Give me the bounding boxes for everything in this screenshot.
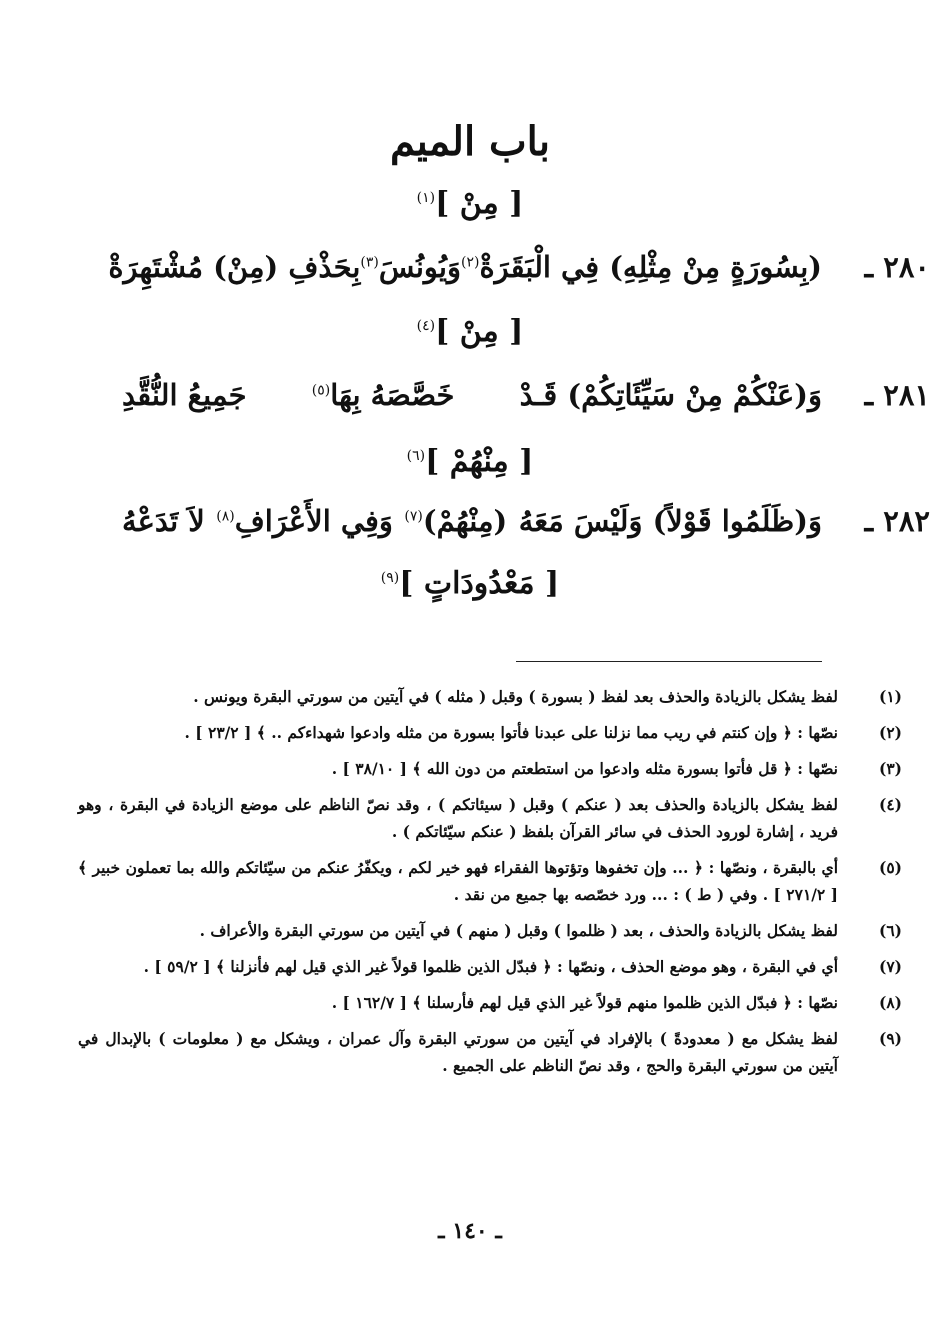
footnote-7 — [78, 953, 902, 980]
heading-text: [ مِنْ ] — [435, 186, 524, 221]
verse-part — [122, 378, 247, 412]
footnote-number: (٣) — [878, 759, 902, 778]
heading-note: (٦) — [406, 448, 426, 464]
footnote-2 — [78, 719, 902, 746]
verse-280 — [108, 250, 930, 304]
heading-text: [ مِنْهُمْ ] — [425, 444, 534, 479]
footnote-5 — [78, 854, 902, 908]
verse-number: ٢٨١ ـ — [864, 378, 930, 412]
footnote-text: نصّها : ﴿ وإن كنتم في ريب مما نزلنا على عبدنا فأتوا بسورة من مثله وادعوا شهداءكم .. ﴾ [ ٢٣/٢ ] . — [184, 723, 838, 742]
footnote-number: (٤) — [878, 795, 902, 814]
footnote-1 — [78, 683, 902, 710]
footnote-text: لفظ يشكل بالزيادة والحذف ، بعد ( ظلموا ) وقبل ( منهم ) في آيتين من سورتي البقرة والأعراف . — [199, 921, 838, 940]
footnote-text: أي في البقرة ، وهو موضع الحذف ، ونصّها : ﴿ فبدّل الذين ظلموا قولاً غير الذي قيل لهم فأنزلنا ﴾ [ ٥٩/٢ ] . — [143, 957, 838, 976]
verse-part-text: جَمِيعُ النُّقَّدِ — [122, 378, 247, 412]
footnote-text: لفظ يشكل بالزيادة والحذف بعد ( عنكم ) وقبل ( سيئاتكم ) ، وقد نصّ الناظم على موضع الزيادة في البقرة ، وهو فريد ، إشارة لورود الحذف في سائر القرآن بلفظ ( عنكم سيّئاتكم ) . — [78, 795, 838, 841]
verse-part — [108, 250, 360, 284]
verse-part — [312, 378, 455, 412]
verse-281 — [122, 378, 930, 432]
verse-part-note: (٥) — [311, 382, 331, 399]
footnote-9 — [78, 1025, 902, 1079]
verse-part-text: (مِنْهُمْ) — [422, 504, 508, 538]
page-number: ـ ١٤٠ ـ — [438, 1218, 502, 1244]
footnote-text: نصّها : ﴿ قل فأتوا بسورة مثله وادعوا من استطعتم من دون الله ﴾ [ ٣٨/١٠ ] . — [331, 759, 838, 778]
verse-part — [461, 250, 822, 284]
verse-part — [404, 504, 507, 538]
footnote-6 — [78, 917, 902, 944]
heading-min-1 — [0, 186, 940, 221]
footnote-number: (٧) — [878, 957, 902, 976]
footnote-8 — [78, 989, 902, 1016]
footnote-text: أي بالبقرة ، ونصّها : ﴿ ... وإن تخفوها وتؤتوها الفقراء فهو خير لكم ، ويكفّرُ عنكم من سيّئاتكم والله بما تعملون خبير ﴾ [ ٢٧١/٢ ] . وفي ( ط ) : ... ورد خصّصه بها جميع من نقد . — [78, 858, 838, 904]
verse-part-text: (بِسُورَةٍ مِنْ مِثْلِهِ) فِي الْبَقَرَةْ — [479, 250, 822, 284]
footnote-4 — [78, 791, 902, 845]
verse-part-text: وَ(عَنْكُمْ مِنْ سَيِّئَاتِكُمْ) قَـدْ — [519, 378, 822, 412]
heading-text: [ مِنْ ] — [435, 314, 524, 349]
verse-part-note: (٣) — [360, 254, 379, 271]
verse-part — [360, 250, 461, 284]
footnote-number: (٥) — [878, 858, 902, 877]
footnote-number: (٩) — [878, 1029, 902, 1048]
heading-note: (١) — [416, 190, 436, 206]
verse-282 — [122, 504, 930, 558]
footnote-list — [78, 683, 902, 1088]
footnote-text: نصّها : ﴿ فبدّل الذين ظلموا منهم قولاً غير الذي قيل لهم فأرسلنا ﴾ [ ١٦٢/٧ ] . — [331, 993, 838, 1012]
verse-part-text: وَ(ظَلَمُوا قَوْلاً) وَلَيْسَ مَعَهُ — [518, 504, 822, 538]
verse-part-text: وَيُونُسَ — [378, 250, 461, 284]
heading-min-2 — [0, 314, 940, 349]
verse-part — [519, 504, 822, 538]
chapter-title: باب الميم — [389, 118, 551, 165]
verse-part-text: خَصَّصَهُ بِهَا — [330, 378, 455, 412]
heading-note: (٤) — [416, 318, 436, 334]
heading-note: (٩) — [380, 570, 400, 586]
verse-number: ٢٨٢ ـ — [864, 504, 930, 538]
verse-part-note: (٧) — [404, 508, 423, 525]
verse-number: ٢٨٠ ـ — [864, 250, 930, 284]
footnote-text: لفظ يشكل بالزيادة والحذف بعد لفظ ( بسورة ) وقبل ( مثله ) في آيتين من سورتي البقرة ويونس . — [193, 687, 838, 706]
heading-madudat — [0, 566, 940, 601]
footnote-number: (١) — [878, 687, 902, 706]
footnote-3 — [78, 755, 902, 782]
verse-part-text: لاَ تَدَعْهُ — [122, 504, 205, 538]
verse-part — [122, 504, 205, 538]
footnote-text: لفظ يشكل مع ( معدودةً ) بالإفراد في آيتين من سورتي البقرة وآل عمران ، ويشكل مع ( معلومات ) بالإبدال في آيتين من سورتي البقرة والحج ، وقد نصّ الناظم على الجميع . — [78, 1029, 838, 1075]
heading-text: [ مَعْدُودَاتٍ ] — [399, 566, 560, 601]
verse-part — [216, 504, 393, 538]
verse-part-note: (٢) — [460, 254, 480, 271]
verse-part — [520, 378, 822, 412]
footnote-number: (٨) — [878, 993, 902, 1012]
footnote-number: (٦) — [878, 921, 902, 940]
verse-part-text: بِحَذْفِ (مِنْ) مُشْتَهِرَةْ — [108, 250, 361, 284]
verse-part-text: وَفِي الأَعْرَافِ — [234, 504, 393, 538]
heading-minhum — [0, 444, 940, 479]
verse-part-note: (٨) — [216, 508, 235, 525]
footnote-separator — [516, 661, 822, 662]
footnote-number: (٢) — [878, 723, 902, 742]
